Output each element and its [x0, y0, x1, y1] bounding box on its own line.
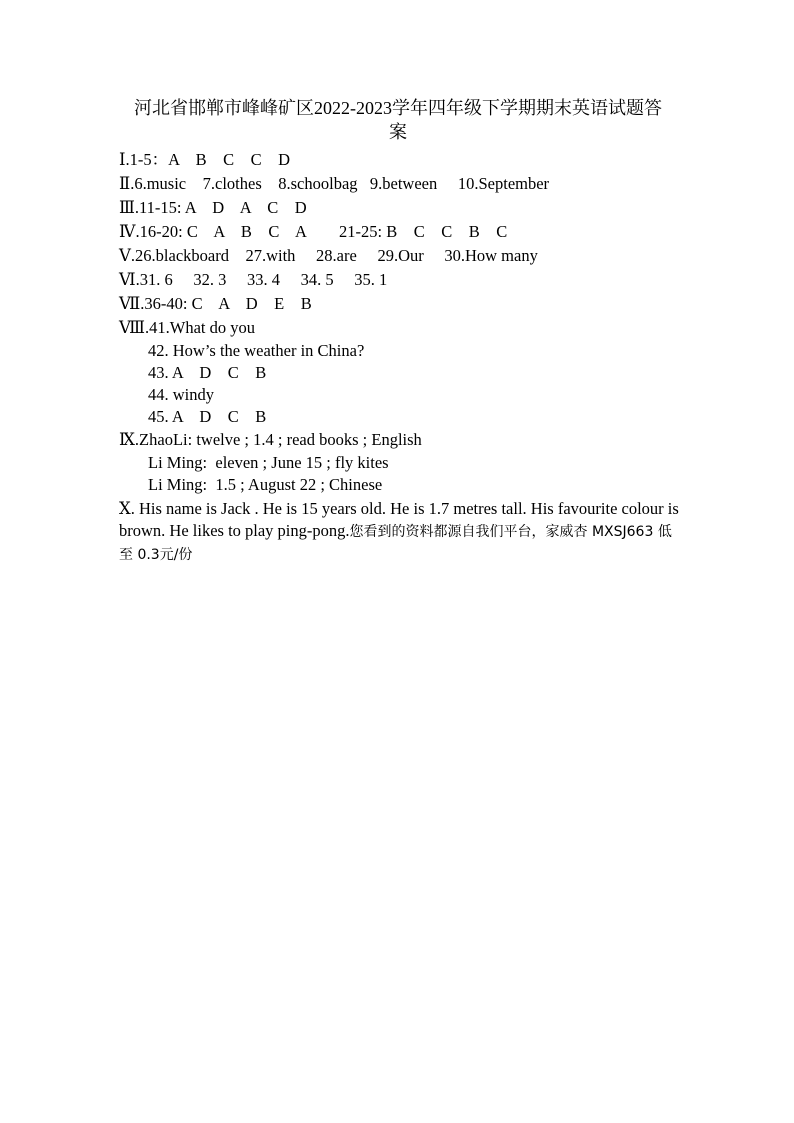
title-line-1: 河北省邯郸市峰峰矿区2022-2023学年四年级下学期期末英语试题答	[134, 98, 662, 118]
answer-section-6: Ⅵ.31. 6 32. 3 33. 4 34. 5 35. 1	[119, 270, 388, 289]
answer-section-8-q42: 42. How’s the weather in China?	[148, 341, 365, 360]
answer-section-9: Ⅸ.ZhaoLi: twelve ; 1.4 ; read books ; English	[119, 430, 422, 449]
answer-section-10	[119, 498, 679, 566]
answer-section-8-q44: 44. windy	[148, 385, 214, 404]
answer-section-9-li-ming-1: Li Ming: eleven ; June 15 ; fly kites	[148, 453, 389, 472]
answer-section-8-q43: 43. A D C B	[148, 363, 267, 382]
answer-section-7: Ⅶ.36-40: C A D E B	[119, 294, 312, 313]
platform-notice: 您看到的资料都源自我们平台，家威杏 MXSJ663 低至 0.3元/份	[119, 524, 672, 563]
document-title	[100, 96, 696, 144]
answer-list	[119, 148, 679, 566]
answer-section-5: Ⅴ.26.blackboard 27.with 28.are 29.Our 30.How many	[119, 246, 538, 265]
answer-section-2: Ⅱ.6.music 7.clothes 8.schoolbag 9.between 10.September	[119, 174, 550, 193]
answer-section-3: Ⅲ.11-15: A D A C D	[119, 198, 307, 217]
title-line-2: 案	[389, 122, 407, 142]
answer-section-1: Ⅰ.1-5：A B C C D	[119, 150, 291, 169]
answer-section-8-q45: 45. A D C B	[148, 407, 267, 426]
answer-section-10-text: Ⅹ. His name is Jack . He is 15 years old. He is 1.7 metres tall. His favourite colour is brown. He likes to play ping-pong.	[119, 499, 679, 540]
answer-section-4: Ⅳ.16-20: C A B C A 21-25: B C C B C	[119, 222, 508, 241]
answer-section-8: Ⅷ.41.What do you	[119, 318, 255, 337]
answer-section-9-li-ming-2: Li Ming: 1.5 ; August 22 ; Chinese	[148, 475, 383, 494]
